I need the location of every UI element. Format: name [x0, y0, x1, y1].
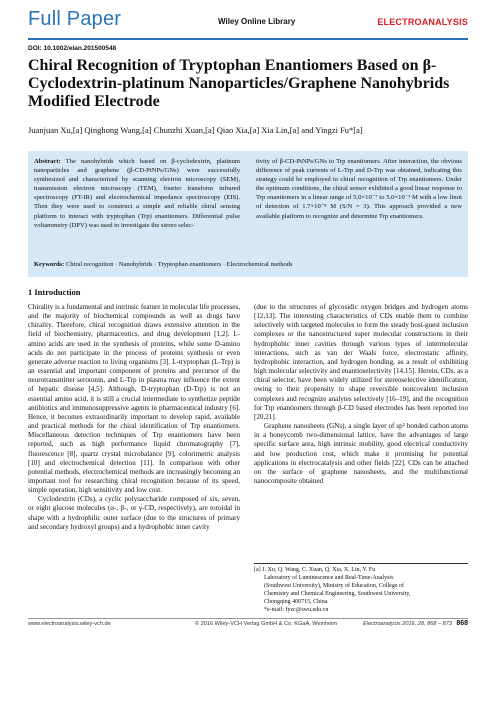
body-left-column: [28, 303, 240, 532]
footnote-line: Laboratory of Luminescence and Real-Time-Analysis: [264, 575, 394, 581]
paragraph: (due to the structures of glycosidic oxygen bridges and hydrogen atoms [12,13]. The interesting characteristics of CDs enable them to combine selectively with targeted molecules to form the steady host-guest inclusion complexes or the nanostructured super molecular constructions in their hydrophobic inner cavities through various types of intermolecular interactions, such as van der Waals force, electrostatic affinity, hydrophobic interaction, and hydrogen bonding, as a result of exhibiting high molecular selectivity and enantioselectivity [14,15]. Herein, CDs, as a chiral selector, have been widely utilized for stereoselective identification, owing to their propensity to shape reversible noncovalent inclusion complexes and recognize analytes selectively [16–19], and the recognition for Trp enantiomers through β-CD based electrodes has been reported too [20,21].: [254, 303, 468, 421]
paragraph: Cyclodextrin (CDs), a cyclic polysaccharide composed of six, seven, or eight glucose molecules (α-, β-, or γ-CD, respectively), are toroidal in shape with a hydrophilic outer surface (due to the structures of primary and secondary hydroxyl groups) and a hydrophobic inner cavity: [28, 495, 240, 531]
doi[interactable]: DOI: 10.1002/elan.201500548: [28, 45, 117, 52]
citation: Electroanalysis 2016, 28, 868 – 873: [363, 621, 452, 627]
page-footer: [28, 621, 468, 633]
abstract-text-left: The nanohybrids which based on β-cyclodextrin, platinum nanoparticles and graphene (β-CD-PtNPs/GNs) were successfully synthesized and characterized by scanning electron microscopy (SEM), transmission electron microscopy (TEM), fourier transform infrared spectroscopy (FT-IR) and electrochemical impedance spectroscopy (EIS). Then they were used to construct a simple and reliable chiral sensing platform to interact with tryptophan (Trp) enantiomers. Differential pulse voltammetry (DPV) was used to investigate the stereo selec-: [34, 158, 241, 229]
page-number: 868: [456, 620, 468, 627]
publisher-label[interactable]: Wiley Online Library: [218, 17, 296, 26]
paragraph: Chirality is a fundamental and intrinsic feature in molecular life processes, and the majority of biochemical compounds as well as drugs have chirality. Therefore, chiral recognition draws extensive attention in the field of biochemistry, pharmaceutics, and drug development [1,2]. L-amino acids are used in the synthesis of proteins, while some D-amino acids do not participate in the process of proteins synthesis or even generate adverse reaction to living organisms [3]. L-tryptophan (L-Trp) is an essential and important component of proteins and precursor of the neurotransmitter serotonin, and L-Trp in plasma may influence the extent of hepatic disease [4,5]. Although, D-tryptophan (D-Trp) is not an essential amino acid, it is still a crucial intermediate to synthetize peptide antibiotics and immunosuppressive agents in pharmaceutical industry [6]. Hence, it becomes extraordinarily important to develop rapid, available and practical methods for the chiral identification of Trp enantiomers. Miscellaneous detection techniques of Trp enantiomers have been reported, such as high performance liquid chromatography [7], fluorescence [8], quartz crystal microbalance [9], colorimetric analysis [10] and electrochemical detection [11]. In comparison with other potential methods, electrochemical methods are increasingly becoming an important tool for researching chiral recognition because of its speed, simple operation, high sensitivity and low cost.: [28, 303, 240, 495]
footnote-line: Chemistry and Chemical Engineering, Southwest University,: [264, 591, 411, 597]
section-heading: 1 Introduction: [28, 287, 81, 297]
footnote-line: Chongqing 400715, China: [264, 599, 328, 605]
paragraph: Graphene nanosheets (GNs), a single layer of sp² bonded carbon atoms in a honeycomb two-dimensional lattice, have the advantages of large specific surface area, high intrinsic mobility, good electrical conductivity and low production cost, which make it promising for potential applications in electrocatalysis and other fields [22]. CDs can be attached on the surface of graphene nanosheets, and the multifunctional nanocomposite obtained: [254, 422, 468, 485]
section-label: Full Paper: [28, 8, 122, 30]
abstract-box: [28, 151, 468, 277]
copyright: © 2016 Wiley-VCH Verlag GmbH & Co. KGaA, Weinheim: [195, 621, 338, 627]
footnote-rule: [254, 563, 468, 564]
header-rule: [28, 38, 468, 40]
keywords: [34, 261, 464, 268]
keywords-text: Chiral recognition · Nanohybrids · Tryptophan enantiomers · Electrochemical methods: [65, 261, 293, 268]
affiliation-footnote: [254, 566, 468, 614]
journal-name: ELECTROANALYSIS: [377, 17, 468, 27]
article-title: Chiral Recognition of Tryptophan Enantiomers Based on β-Cyclodextrin-platinum Nanoparticles/Graphene Nanohybrids Modified Electrode: [28, 57, 450, 110]
footer-rule: [28, 618, 468, 619]
footnote-email[interactable]: *e-mail: fyzc@swu.edu.cn: [264, 607, 329, 613]
abstract-left-column: [34, 157, 240, 230]
abstract-text-right: tivity of β-CD-PtNPs/GNs to Trp enantiomers. After interaction, the obvious difference of peak currents of L-Trp and D-Trp was obtained, indicating this strategy could be employed to chiral recognition of Trp enantiomers. Under the optimum conditions, the chiral sensor exhibited a good linear response to Trp enantiomers in a linear range of 5.0×10⁻⁷ to 5.0×10⁻³ M with a low limit of detection of 1.7×10⁻⁸ M (S/N = 3). This approach provided a new available platform to recognize and determine Trp enantiomers.: [256, 158, 462, 220]
keywords-label: Keywords:: [34, 261, 65, 268]
footnote-line: (Southwest University), Ministry of Education, College of: [264, 583, 404, 589]
page-header: [28, 8, 468, 38]
author-list: Juanjuan Xu,[a] Qinghong Wang,[a] Chunzhi Xuan,[a] Qiao Xia,[a] Xia Lin,[a] and Yingzi Fu*[a]: [28, 125, 363, 135]
abstract-label: Abstract:: [34, 158, 61, 165]
body-right-column: [254, 303, 468, 486]
journal-url[interactable]: www.electroanalysis.wiley-vch.de: [28, 621, 111, 627]
footnote-line: [a] J. Xu, Q. Wang, C. Xuan, Q. Xia, X. Lin, Y. Fu: [254, 567, 376, 573]
